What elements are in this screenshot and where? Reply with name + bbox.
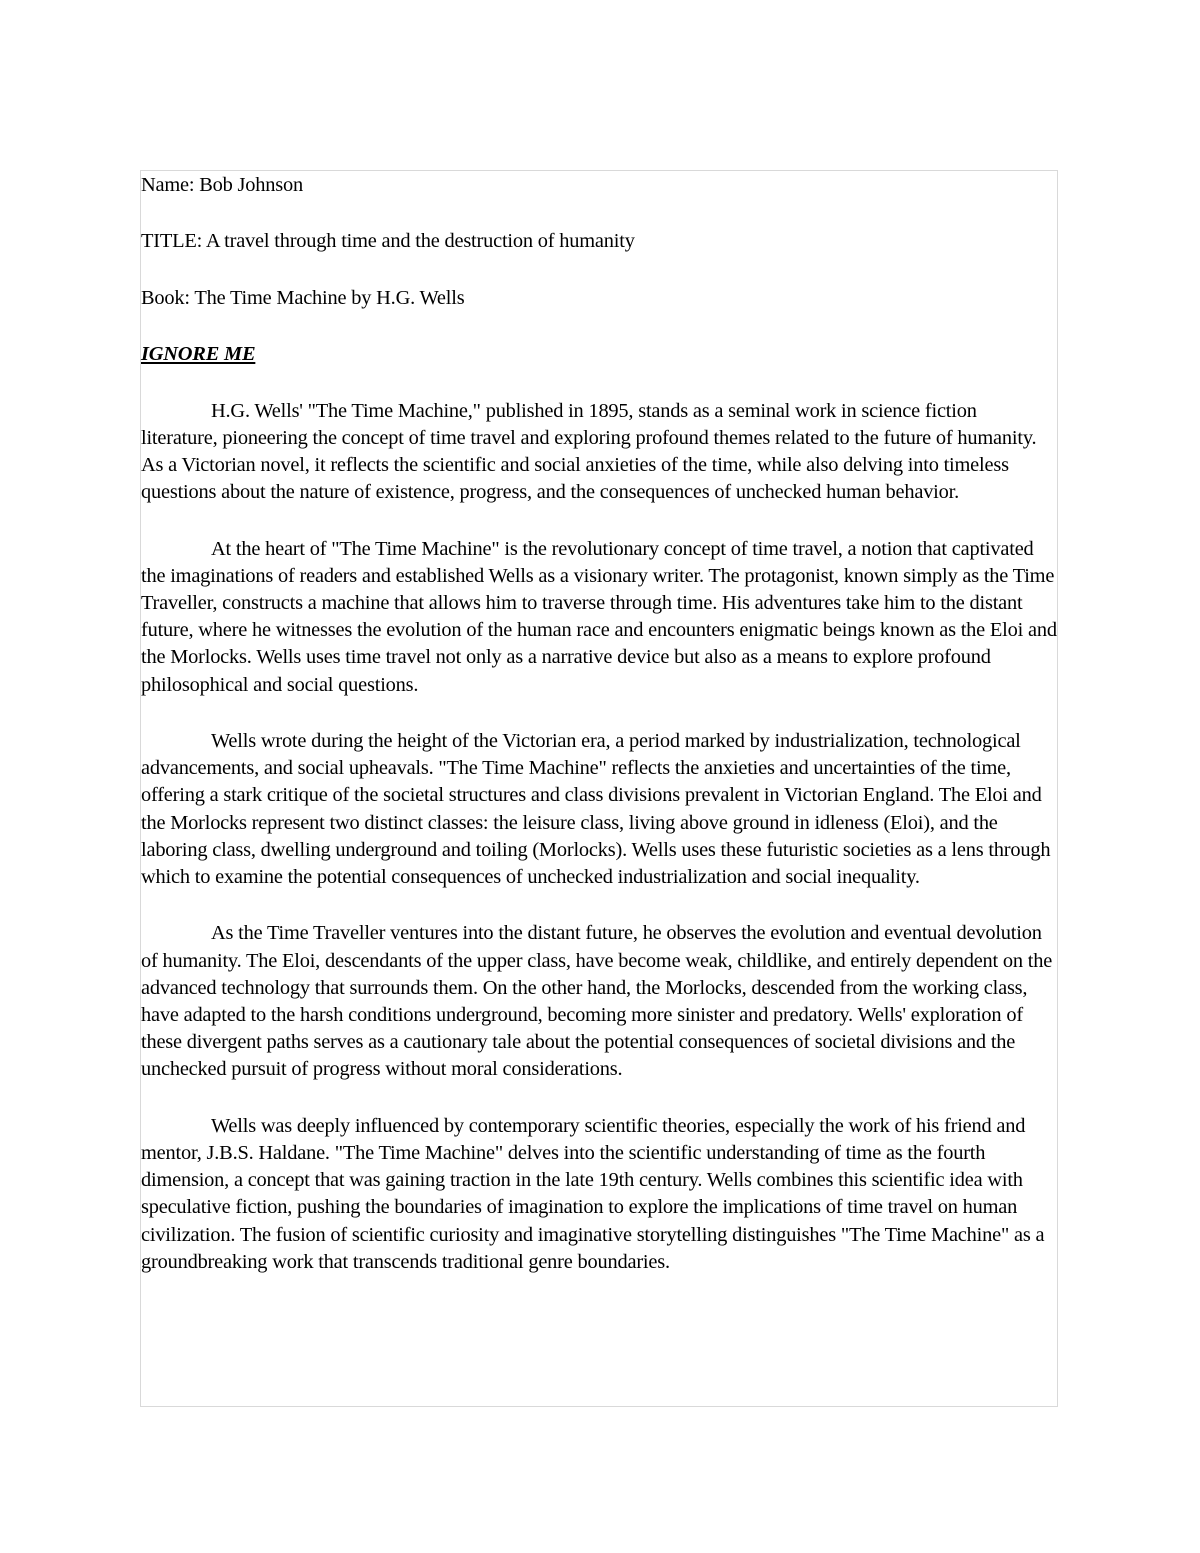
paragraph-3: Wells wrote during the height of the Victorian era, a period marked by industrialization, technological advancements, and social upheavals. "The Time Machine" reflects the anxieties and uncertainties of the time, offering a stark critique of the societal structures and class divisions prevalent in Victorian England. The Eloi and the Morlocks represent two distinct classes: the leisure class, living above ground in idleness (Eloi), and the laboring class, dwelling underground and toiling (Morlocks). Wells uses these futuristic societies as a lens through which to examine the potential consequences of unchecked industrialization and social inequality.: [141, 729, 1051, 888]
student-name: Name: Bob Johnson: [141, 174, 303, 196]
paragraph-2: At the heart of "The Time Machine" is the revolutionary concept of time travel, a notion that captivated the imaginations of readers and established Wells as a visionary writer. The protagonist, known simply as the Time Traveller, constructs a machine that allows him to traverse through time. His adventures take him to the distant future, where he witnesses the evolution of the human race and encounters enigmatic beings known as the Eloi and the Morlocks. Wells uses time travel not only as a narrative device but also as a means to explore profound philosophical and social questions.: [141, 537, 1057, 696]
ignore-me-heading: IGNORE ME: [141, 343, 256, 366]
book-reference: Book: The Time Machine by H.G. Wells: [141, 286, 465, 309]
paragraph-1: H.G. Wells' "The Time Machine," published in 1895, stands as a seminal work in science fiction literature, pioneering the concept of time travel and exploring profound themes related to the future of humanity. As a Victorian novel, it reflects the scientific and social anxieties of the time, while also delving into timeless questions about the nature of existence, progress, and the consequences of unchecked human behavior.: [141, 399, 1037, 504]
paragraph-4: As the Time Traveller ventures into the distant future, he observes the evolution and eventual devolution of humanity. The Eloi, descendants of the upper class, have become weak, childlike, and entirely dependent on the advanced technology that surrounds them. On the other hand, the Morlocks, descended from the working class, have adapted to the harsh conditions underground, becoming more sinister and predatory. Wells' exploration of these divergent paths serves as a cautionary tale about the potential consequences of societal divisions and the unchecked pursuit of progress without moral considerations.: [141, 922, 1053, 1081]
paragraph-5: Wells was deeply influenced by contemporary scientific theories, especially the work of his friend and mentor, J.B.S. Haldane. "The Time Machine" delves into the scientific understanding of time as the fourth dimension, a concept that was gaining traction in the late 19th century. Wells combines this scientific idea with speculative fiction, pushing the boundaries of imagination to explore the implications of time travel on human civilization. The fusion of scientific curiosity and imaginative storytelling distinguishes "The Time Machine" as a groundbreaking work that transcends traditional genre boundaries.: [141, 1114, 1045, 1273]
essay-title: TITLE: A travel through time and the destruction of humanity: [141, 230, 635, 253]
document-body[interactable]: [141, 172, 1057, 1276]
